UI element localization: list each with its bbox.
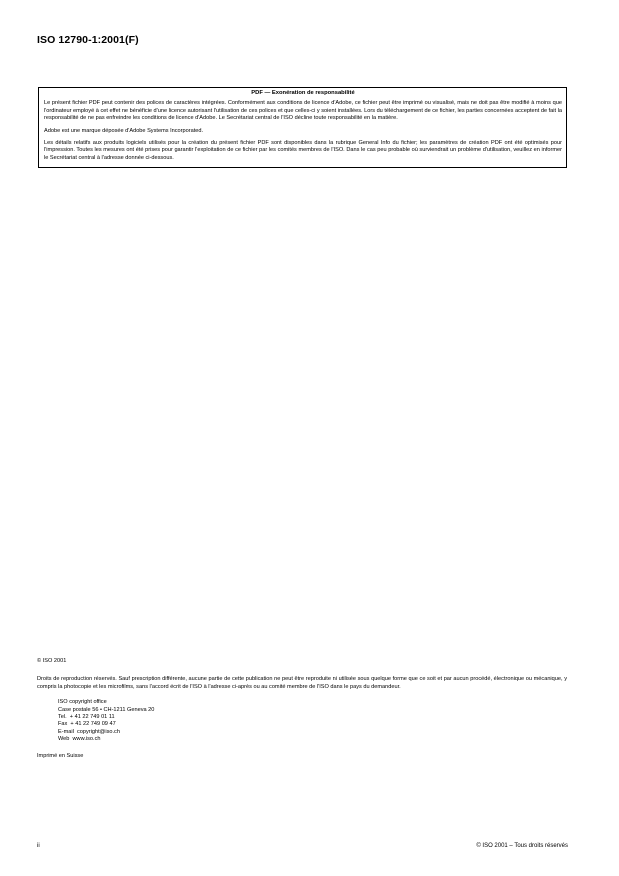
disclaimer-title: PDF — Exonération de responsabilité xyxy=(251,90,355,96)
disclaimer-paragraph-software: Les détails relatifs aux produits logiciels utilisés pour la création du présent fichier PDF sont disponibles dans la rubrique General Info du fichier; les paramètres de création PDF ont été optimisés pour l'impression. Toutes les mesures ont été prises pour garantir l'exploitation de ce fichier par les comités membres de l'ISO. Dans le cas peu probable où surviendrait un problème d'utilisation, veuillez en informer le Secrétariat central à l'adresse donnée ci-dessous. xyxy=(44,140,562,161)
document-id: ISO 12790-1:2001(F) xyxy=(37,34,139,46)
address-line-tel: Tel. + 41 22 749 01 11 xyxy=(58,714,115,721)
address-line-web: Web www.iso.ch xyxy=(58,736,101,743)
copyright-block xyxy=(37,658,567,760)
disclaimer-paragraph-trademark: Adobe est une marque déposée d'Adobe Systems Incorporated. xyxy=(44,127,204,134)
disclaimer-paragraph-fonts: Le présent fichier PDF peut contenir des polices de caractères intégrées. Conformément aux conditions de licence d'Adobe, ce fichier peut être imprimé ou visualisé, mais ne doit pas être modifié à moins que l'ordinateur employé à cet effet ne bénéficie d'une licence autorisant l'utilisation de ces polices et que celles-ci y soient installées. Lors du téléchargement de ce fichier, les parties concernées acceptent de fait la responsabilité de ne pas enfreindre les conditions de licence d'Adobe. Le Secrétariat central de l'ISO décline toute responsabilité en la matière. xyxy=(44,100,562,122)
address-line-email: E-mail copyright@iso.ch xyxy=(58,728,120,735)
copyright-notice: © ISO 2001 xyxy=(37,658,67,664)
footer-rights: © ISO 2001 – Tous droits réservés xyxy=(476,843,568,849)
pdf-disclaimer-box xyxy=(38,87,567,168)
address-line-office: ISO copyright office xyxy=(58,699,107,706)
printed-in: Imprimé en Suisse xyxy=(37,752,84,759)
reproduction-rights: Droits de reproduction réservés. Sauf prescription différente, aucune partie de cette publication ne peut être reproduite ni utilisée sous quelque forme que ce soit et par aucun procédé, électronique ou mécanique, y compris la photocopie et les microfilms, sans l'accord écrit de l'ISO à l'adresse ci-après ou au comité membre de l'ISO dans le pays du demandeur. xyxy=(37,676,567,690)
address-line-fax: Fax + 41 22 749 09 47 xyxy=(58,721,116,728)
page-number: ii xyxy=(37,843,40,849)
address-line-postal: Case postale 56 • CH-1211 Geneva 20 xyxy=(58,706,155,713)
iso-address xyxy=(37,699,567,743)
